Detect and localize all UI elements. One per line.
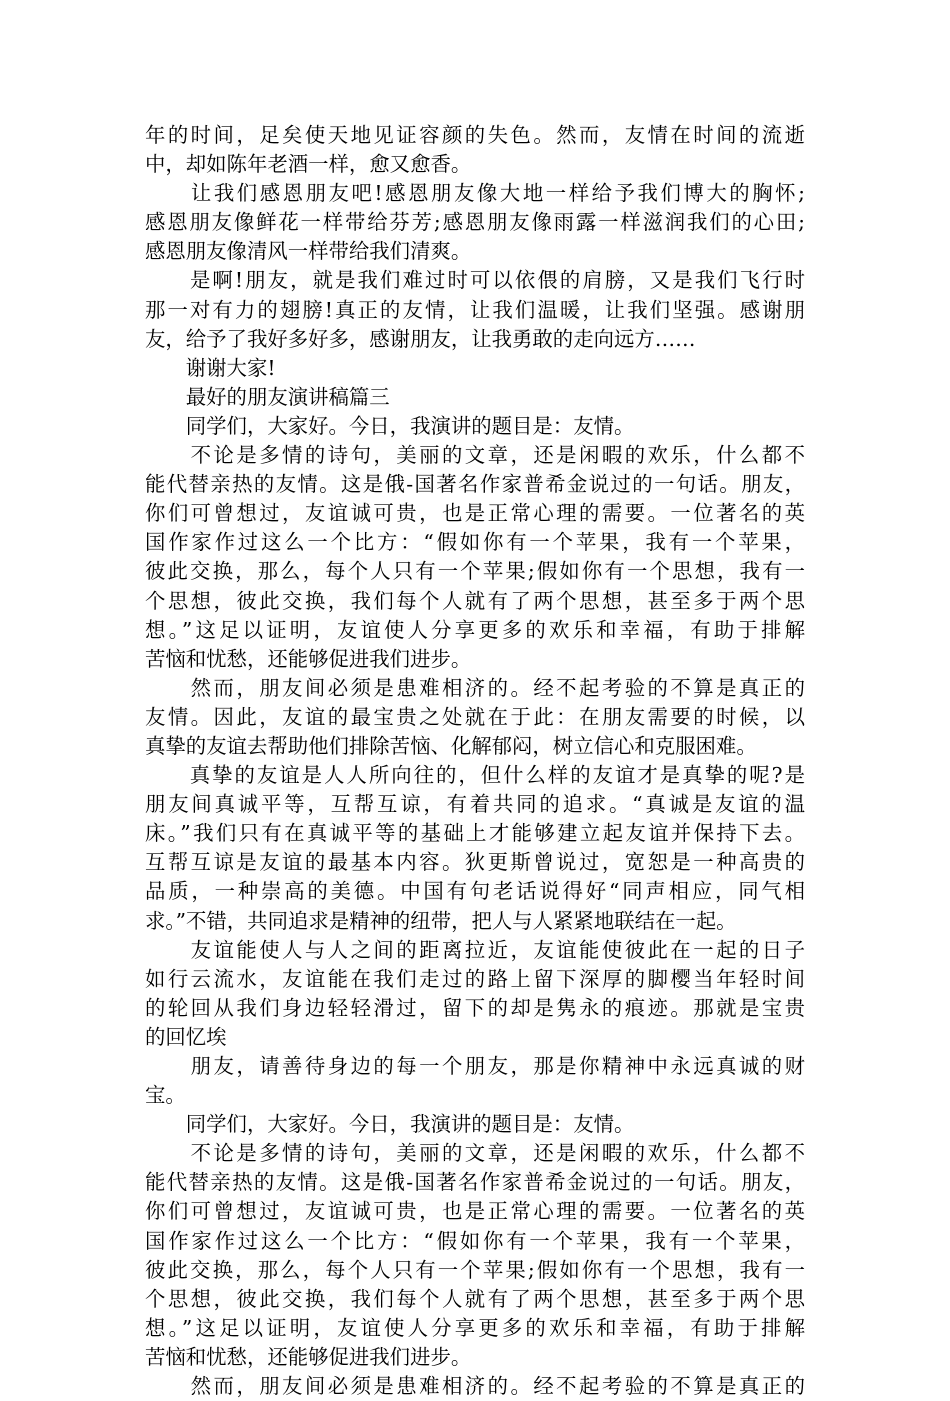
- text-line: 苦恼和忧愁，还能够促进我们进步。: [145, 1344, 472, 1369]
- text-line: 感恩朋友像鲜花一样带给芬芳;感恩朋友像雨露一样滋润我们的心田;: [145, 210, 805, 235]
- text-line: 友情。因此，友谊的最宝贵之处就在于此：在朋友需要的时候，以: [145, 704, 805, 729]
- text-line: 彼此交换，那么，每个人只有一个苹果;假如你有一个思想，我有一: [145, 1257, 805, 1282]
- text-line: 年的时间，足矣使天地见证容颜的失色。然而，友情在时间的流逝: [145, 123, 805, 147]
- text-line: 苦恼和忧愁，还能够促进我们进步。: [145, 646, 472, 671]
- text-line: 能代替亲热的友情。这是俄-国著名作家普希金说过的一句话。朋友，: [145, 472, 805, 497]
- text-line: 同学们，大家好。今日，我演讲的题目是：友情。: [145, 413, 635, 438]
- text-line: 不论是多情的诗句，美丽的文章，还是闲暇的欢乐，什么都不: [145, 1141, 805, 1166]
- document-body-text: [145, 121, 805, 1401]
- text-line: 友，给予了我好多好多，感谢朋友，让我勇敢的走向远方……: [145, 326, 696, 351]
- text-line: 你们可曾想过，友谊诚可贵，也是正常心理的需要。一位著名的英: [145, 501, 805, 526]
- text-line: 国作家作过这么一个比方：“假如你有一个苹果，我有一个苹果，: [145, 1228, 805, 1253]
- text-line: 互帮互谅是友谊的最基本内容。狄更斯曾说过，宽恕是一种高贵的: [145, 850, 805, 875]
- text-line: 朋友间真诚平等，互帮互谅，有着共同的追求。“真诚是友谊的温: [145, 792, 805, 817]
- text-line: 中，却如陈年老酒一样，愈又愈香。: [145, 152, 472, 177]
- text-line: 你们可曾想过，友谊诚可贵，也是正常心理的需要。一位著名的英: [145, 1199, 805, 1224]
- text-line: 彼此交换，那么，每个人只有一个苹果;假如你有一个思想，我有一: [145, 559, 805, 584]
- text-line: 感恩朋友像清风一样带给我们清爽。: [145, 239, 472, 264]
- text-line: 床。”我们只有在真诚平等的基础上才能够建立起友谊并保持下去。: [145, 821, 805, 846]
- text-line: 然而，朋友间必须是患难相济的。经不起考验的不算是真正的: [145, 675, 805, 700]
- text-line: 让我们感恩朋友吧!感恩朋友像大地一样给予我们博大的胸怀;: [145, 181, 805, 206]
- text-line: 那一对有力的翅膀!真正的友情，让我们温暖，让我们坚强。感谢朋: [145, 297, 805, 322]
- text-line: 求。”不错，共同追求是精神的纽带，把人与人紧紧地联结在一起。: [145, 908, 737, 933]
- text-line: 同学们，大家好。今日，我演讲的题目是：友情。: [145, 1112, 635, 1137]
- text-line: 友谊能使人与人之间的距离拉近，友谊能使彼此在一起的日子: [145, 937, 805, 962]
- text-line: 品质，一种崇高的美德。中国有句老话说得好“同声相应，同气相: [145, 879, 805, 904]
- text-line: 国作家作过这么一个比方：“假如你有一个苹果，我有一个苹果，: [145, 530, 805, 555]
- text-line: 朋友，请善待身边的每一个朋友，那是你精神中永远真诚的财: [145, 1054, 805, 1078]
- text-line: 真挚的友谊去帮助他们排除苦恼、化解郁闷，树立信心和克服困难。: [145, 733, 757, 758]
- text-line: 的轮回从我们身边轻轻滑过，留下的却是隽永的痕迹。那就是宝贵: [145, 995, 805, 1020]
- text-line: 如行云流水，友谊能在我们走过的路上留下深厚的脚樱当年轻时间: [145, 966, 805, 991]
- text-line: 个思想，彼此交换，我们每个人就有了两个思想，甚至多于两个思: [145, 1286, 805, 1311]
- text-line: 个思想，彼此交换，我们每个人就有了两个思想，甚至多于两个思: [145, 588, 805, 613]
- text-line: 宝。: [145, 1083, 186, 1108]
- text-line: 谢谢大家!: [145, 355, 276, 380]
- text-line: 然而，朋友间必须是患难相济的。经不起考验的不算是真正的: [145, 1374, 805, 1399]
- text-line: 最好的朋友演讲稿篇三: [145, 384, 390, 409]
- text-line: 真挚的友谊是人人所向往的，但什么样的友谊才是真挚的呢?是: [145, 763, 805, 788]
- text-line: 能代替亲热的友情。这是俄-国著名作家普希金说过的一句话。朋友，: [145, 1170, 805, 1195]
- text-line: 是啊!朋友，就是我们难过时可以依偎的肩膀，又是我们飞行时: [145, 268, 805, 293]
- text-line: 不论是多情的诗句，美丽的文章，还是闲暇的欢乐，什么都不: [145, 443, 805, 468]
- text-line: 想。”这足以证明，友谊使人分享更多的欢乐和幸福，有助于排解: [145, 1315, 805, 1340]
- text-line: 想。”这足以证明，友谊使人分享更多的欢乐和幸福，有助于排解: [145, 617, 805, 642]
- text-line: 的回忆埃: [145, 1024, 227, 1049]
